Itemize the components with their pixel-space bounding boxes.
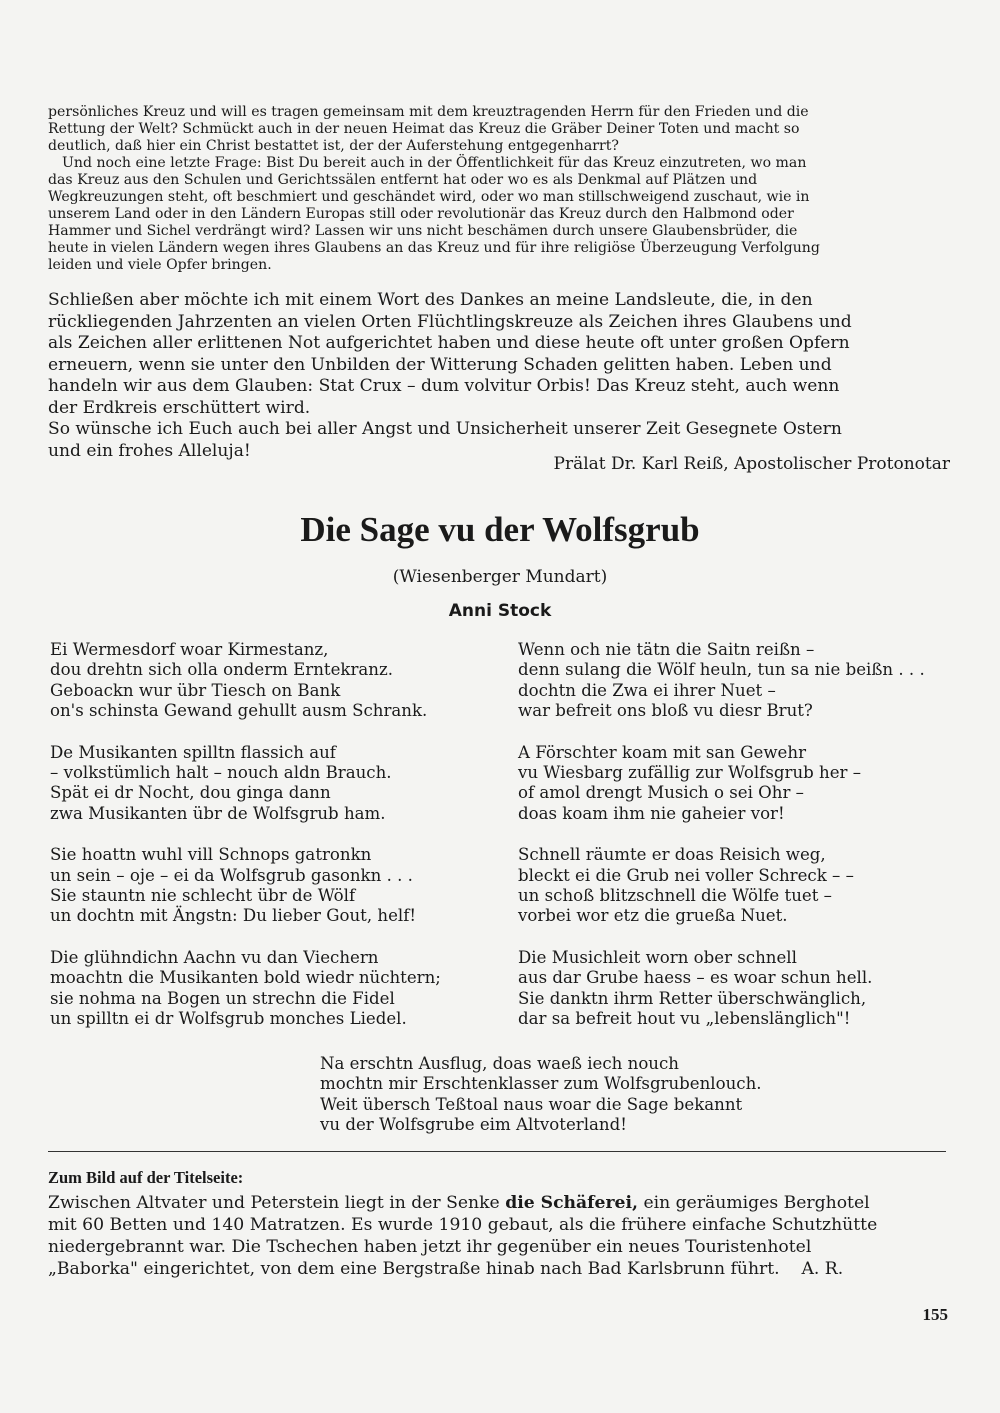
- poem-line: un schoß blitzschnell die Wölfe tuet –: [518, 886, 832, 906]
- poem-line: aus dar Grube haess – es woar schun hell.: [518, 968, 873, 988]
- poem-subtitle: (Wiesenberger Mundart): [392, 567, 608, 587]
- text-line: und ein frohes Alleluja!: [48, 440, 251, 461]
- poem-line: Die glühndichn Aachn vu dan Viechern: [50, 947, 379, 967]
- text-line: Rettung der Welt? Schmückt auch in der neuen Heimat das Kreuz die Gräber Deiner Toten und macht so: [48, 121, 800, 137]
- caption-text-part: Zwischen Altvater und Peterstein liegt in der Senke: [48, 1193, 506, 1213]
- poem-line: Sie danktn ihrm Retter überschwänglich,: [518, 988, 867, 1008]
- poem-stanza: [518, 640, 925, 722]
- poem-line: Spät ei dr Nocht, dou ginga dann: [50, 783, 331, 803]
- letter-signature: Prälat Dr. Karl Reiß, Apostolischer Protonotar: [553, 454, 950, 474]
- poem-title: Die Sage vu der Wolfsgrub: [300, 510, 700, 549]
- poem-right-column: [518, 640, 925, 1051]
- poem-line: bleckt ei die Grub nei voller Schreck – –: [518, 865, 854, 885]
- poem-line: Sie stauntn nie schlecht übr de Wölf: [50, 886, 356, 906]
- poem-line: dochtn die Zwa ei ihrer Nuet –: [518, 680, 776, 700]
- text-line: erneuern, wenn sie unter den Unbilden der Witterung Schaden gelitten haben. Leben und: [48, 354, 832, 375]
- caption-bold-term: die Schäferei,: [505, 1193, 638, 1213]
- poem-line: Die Musichleit worn ober schnell: [518, 947, 797, 967]
- poem-line: sie nohma na Bogen un strechn die Fidel: [50, 988, 395, 1008]
- poem-line: war befreit ons bloß vu diesr Brut?: [518, 701, 813, 721]
- poem-line: un spilltn ei dr Wolfsgrub monches Liedel.: [50, 1009, 407, 1029]
- text-line: Wegkreuzungen steht, oft beschmiert und geschändet wird, oder wo man stillschweigend zuschaut, wie in: [48, 189, 810, 205]
- poem-line: De Musikanten spilltn flassich auf: [50, 742, 336, 762]
- poem-final-stanza: [320, 1054, 762, 1136]
- text-line: Hammer und Sichel verdrängt wird? Lassen wir uns nicht beschämen durch unsere Glaubensbrüder, die: [48, 223, 798, 239]
- poem-line: A Förschter koam mit san Gewehr: [518, 742, 807, 762]
- poem-line: doas koam ihm nie gaheier vor!: [518, 803, 785, 823]
- poem-author: Anni Stock: [448, 601, 552, 621]
- text-line: rückliegenden Jahrzenten an vielen Orten Flüchtlingskreuze als Zeichen ihres Glaubens und: [48, 311, 852, 332]
- caption-text-part: ein geräumiges Berghotel: [638, 1193, 870, 1213]
- text-line: niedergebrannt war. Die Tschechen haben jetzt ihr gegenüber ein neues Touristenhotel: [48, 1237, 812, 1257]
- poem-line: Wenn och nie tätn die Saitn reißn –: [518, 640, 815, 659]
- poem-line: on's schinsta Gewand gehullt ausm Schrank.: [50, 701, 428, 721]
- poem-stanza: [518, 845, 925, 927]
- poem-line: of amol drengt Musich o sei Ohr –: [518, 783, 804, 803]
- poem-stanza: [50, 845, 441, 927]
- text-line: handeln wir aus dem Glauben: Stat Crux – dum volvitur Orbis! Das Kreuz steht, auch wenn: [48, 376, 840, 396]
- poem-line: dou drehtn sich olla onderm Erntekranz.: [50, 660, 393, 680]
- text-line: deutlich, daß hier ein Christ bestattet ist, der der Auferstehung entgegenharrt?: [48, 138, 619, 154]
- poem-stanza: [518, 948, 925, 1030]
- poem-line: Weit übersch Teßtoal naus woar die Sage bekannt: [320, 1094, 743, 1114]
- poem-stanza: [50, 640, 441, 722]
- text-line: Und noch eine letzte Frage: Bist Du bereit auch in der Öffentlichkeit für das Kreuz einzutreten, wo man: [62, 155, 807, 171]
- poem-line: un sein – oje – ei da Wolfsgrub gasonkn . . .: [50, 865, 413, 885]
- poem-line: vu der Wolfsgrube eim Altvoterland!: [320, 1115, 627, 1135]
- text-line: leiden und viele Opfer bringen.: [48, 257, 272, 273]
- text-line: als Zeichen aller erlittenen Not aufgerichtet haben und diese heute oft unter großen Opfern: [48, 333, 850, 353]
- poem-left-column: [50, 640, 441, 1051]
- poem-line: Sie hoattn wuhl vill Schnops gatronkn: [50, 845, 372, 865]
- poem-line: dar sa befreit hout vu „lebenslänglich"!: [518, 1009, 851, 1029]
- section-divider: [48, 1151, 946, 1152]
- poem-line: vu Wiesbarg zufällig zur Wolfsgrub her –: [518, 763, 862, 783]
- text-line: unserem Land oder in den Ländern Europas still oder revolutionär das Kreuz durch den Halbmond oder: [48, 206, 794, 222]
- page-number: 155: [922, 1305, 948, 1324]
- letter-closing-paragraph: [48, 290, 953, 462]
- text-line: „Baborka" eingerichtet, von dem eine Bergstraße hinab nach Bad Karlsbrunn führt. A. R.: [48, 1259, 844, 1279]
- text-line: Schließen aber möchte ich mit einem Wort des Dankes an meine Landsleute, die, in den: [48, 290, 813, 310]
- text-line: [48, 1192, 958, 1214]
- poem-line: Geboackn wur übr Tiesch on Bank: [50, 680, 341, 700]
- caption-text: [48, 1192, 958, 1280]
- text-line: der Erdkreis erschüttert wird.: [48, 397, 311, 418]
- poem-line: Schnell räumte er doas Reisich weg,: [518, 845, 826, 865]
- poem-stanza: [518, 743, 925, 825]
- text-line: mit 60 Betten und 140 Matratzen. Es wurde 1910 gebaut, als die frühere einfache Schutzhütte: [48, 1215, 878, 1235]
- text-line: heute in vielen Ländern wegen ihres Glaubens an das Kreuz und für ihre religiöse Überzeugung Verfolgung: [48, 240, 820, 256]
- text-line: So wünsche ich Euch auch bei aller Angst und Unsicherheit unserer Zeit Gesegnete Ostern: [48, 419, 842, 439]
- poem-line: Ei Wermesdorf woar Kirmestanz,: [50, 640, 329, 659]
- text-line: das Kreuz aus den Schulen und Gerichtssälen entfernt hat oder wo es als Denkmal auf Plätzen und: [48, 172, 758, 188]
- text-line: persönliches Kreuz und will es tragen gemeinsam mit dem kreuztragenden Herrn für den Frieden und die: [48, 104, 809, 120]
- poem-line: un dochtn mit Ängstn: Du lieber Gout, helf!: [50, 906, 417, 926]
- poem-line: zwa Musikanten übr de Wolfsgrub ham.: [50, 803, 386, 823]
- poem-stanza: [50, 743, 441, 825]
- poem-line: vorbei wor etz die grueßa Nuet.: [518, 906, 788, 926]
- letter-small-paragraph: [48, 104, 950, 274]
- poem-line: Na erschtn Ausflug, doas waeß iech nouch: [320, 1054, 679, 1073]
- poem-line: moachtn die Musikanten bold wiedr nüchtern;: [50, 968, 441, 988]
- poem-stanza: [50, 948, 441, 1030]
- caption-heading: Zum Bild auf der Titelseite:: [48, 1168, 244, 1187]
- poem-line: mochtn mir Erschtenklasser zum Wolfsgrubenlouch.: [320, 1074, 762, 1094]
- poem-line: denn sulang die Wölf heuln, tun sa nie beißn . . .: [518, 660, 925, 680]
- poem-line: – volkstümlich halt – nouch aldn Brauch.: [50, 763, 392, 783]
